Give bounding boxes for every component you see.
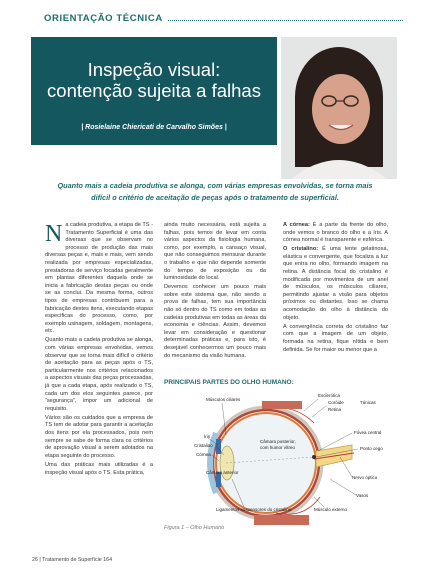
label-vasos: Vasos — [356, 493, 369, 498]
author-line: | Rosielaine Chiericati de Carvalho Simões | — [81, 124, 227, 131]
label-ligamentos: Ligamentos suspensores do cristalino — [216, 507, 292, 512]
author-photo — [281, 37, 397, 179]
label-cornea: Córnea — [196, 452, 211, 457]
paragraph: Quanto mais a cadeia produtiva se alonga, com várias empresas envolvidas, vemos observar que se torna mais difícil o critério de aceitação para as peças após o TS, particularmente nos critérios relacionados a aspectos visuais das peças processadas, já que a cada etapa, após realizado o TS, cada um dos elos seguintes parece, por “segurança”, impor um adicional de requisito. — [45, 337, 153, 412]
label-retina: Retina — [328, 407, 342, 412]
label-camara-anterior: Câmara anterior — [206, 470, 239, 475]
term-cristalino: O cristalino: — [283, 246, 319, 253]
paragraph: Na cadeia produtiva, a etapa de TS - Tratamento Superficial é uma das diversas que se observam no processo de produção das mais diversas peças e, mais e mais, vem sendo realizada por empresas especializadas, prestadoras de serviço focadas geralmente em plantas diferentes daquela onde se inicia a fabricação destas peças ou onde se as conclui. Da mesma forma, outros tipos de empresas contribuem para a fabricação destes itens, executando etapas específicas do processo, como, por exemplo usinagem, soldagem, montagens, etc. — [45, 221, 153, 335]
text-column-2 — [164, 222, 266, 362]
label-tunicas: Túnicas — [360, 400, 376, 405]
label-esclerotica: Esclerótica — [318, 393, 341, 398]
paragraph: O cristalino: É uma lente gelatinosa, elástica e convergente, que focaliza a luz que entra no olho, formando imagem na retina. A distância focal do cristalino é modificada por movimentos de um anel de músculos, os músculos ciliares, permitindo ajustar a visão para objetos próximos ou distantes. Isso se chama acomodação do olho à distância do objeto. — [283, 246, 388, 321]
section-rule — [160, 20, 403, 21]
label-camara-posterior: Câmara posterior, — [260, 439, 296, 444]
paragraph: Vários são os cuidados que a empresa de TS tem de adotar para garantir a aceitação dos itens por ela processados, pois nem sempre se sabe de forma clara os critérios de aprovação visual a serem adotados na etapa seguinte do processo. — [45, 414, 153, 459]
paragraph: Uma das práticas mais utilizadas é a inspeção visual após o TS. Esta prática, — [45, 461, 153, 476]
publication-name: Tratamento de Superfície 164 — [42, 557, 113, 563]
label-ponto-cego: Ponto cego — [360, 446, 383, 451]
term-cornea: A córnea: — [283, 222, 310, 228]
figure-title: PRINCIPAIS PARTES DO OLHO HUMANO: — [164, 379, 294, 386]
title-line-1: Inspeção visual: — [87, 59, 221, 80]
title-line-2: contenção sujeita a falhas — [47, 80, 261, 101]
label-fovea-central: Fóvea central — [354, 430, 382, 435]
page-number: 26 — [32, 557, 38, 563]
eye-diagram — [164, 389, 392, 531]
label-humor-vitreo: com humor vítreo — [260, 445, 296, 450]
label-musculos-ciliares: Músculos ciliares — [206, 397, 241, 402]
eye-diagram-labels — [164, 389, 392, 531]
author-portrait-image — [281, 37, 397, 179]
paragraph: Devemos conhecer um pouco mais sobre este sistema que, não sendo a prova de falhas, tem sua importância não só dentro do TS como em todas as cadeias produtivas em todas as áreas da economia e ciências. Assim, devemos levar em consideração e questionar determinadas práticas e, para isto, é desejável conhecermos um pouco mais do mecanismo da visão humana. — [164, 284, 266, 359]
article-title — [31, 59, 277, 101]
title-banner — [31, 37, 277, 145]
figure-caption: Figura 1 – Olho Humano — [164, 525, 225, 531]
paragraph: ainda muito necessária, está sujeita a falhas, pois temos de levar em conta vários aspectos da fisiologia humana, como, por exemplo, a cansaço visual, que não conseguimos mensurar durante o trabalho e que não depende somente do tempo de exposição ou da luminosidade do local. — [164, 222, 266, 282]
paragraph: A convergência correta do cristalino faz com que a imagem de um objeto, formada na retina, fique nítida e bem definida. Se for maior ou menor que a — [283, 323, 388, 353]
paragraph: A córnea: É a parte da frente do olho, onde vemos o branco do olho e a íris. A córnea normal é transparente e esférica. — [283, 222, 388, 244]
section-title: ORIENTAÇÃO TÉCNICA — [40, 13, 167, 24]
label-musculo-externo: Músculo externo — [314, 507, 348, 512]
label-coroide: Coróide — [328, 400, 344, 405]
page-footer — [32, 557, 112, 563]
label-iris: Íris — [204, 434, 210, 439]
drop-cap: N — [45, 221, 63, 247]
text-column-3 — [283, 222, 388, 356]
footer-separator: | — [39, 557, 41, 563]
label-nervo-optico: Nervo óptico — [352, 475, 378, 480]
label-cristalino: Cristalino — [194, 443, 213, 448]
section-header — [0, 10, 428, 30]
text-column-1 — [45, 222, 153, 479]
lead-paragraph: Quanto mais a cadeia produtiva se alonga, com várias empresas envolvidas, se torna mais difícil o critério de aceitação de peças após o tratamento de superficial. — [57, 181, 373, 202]
